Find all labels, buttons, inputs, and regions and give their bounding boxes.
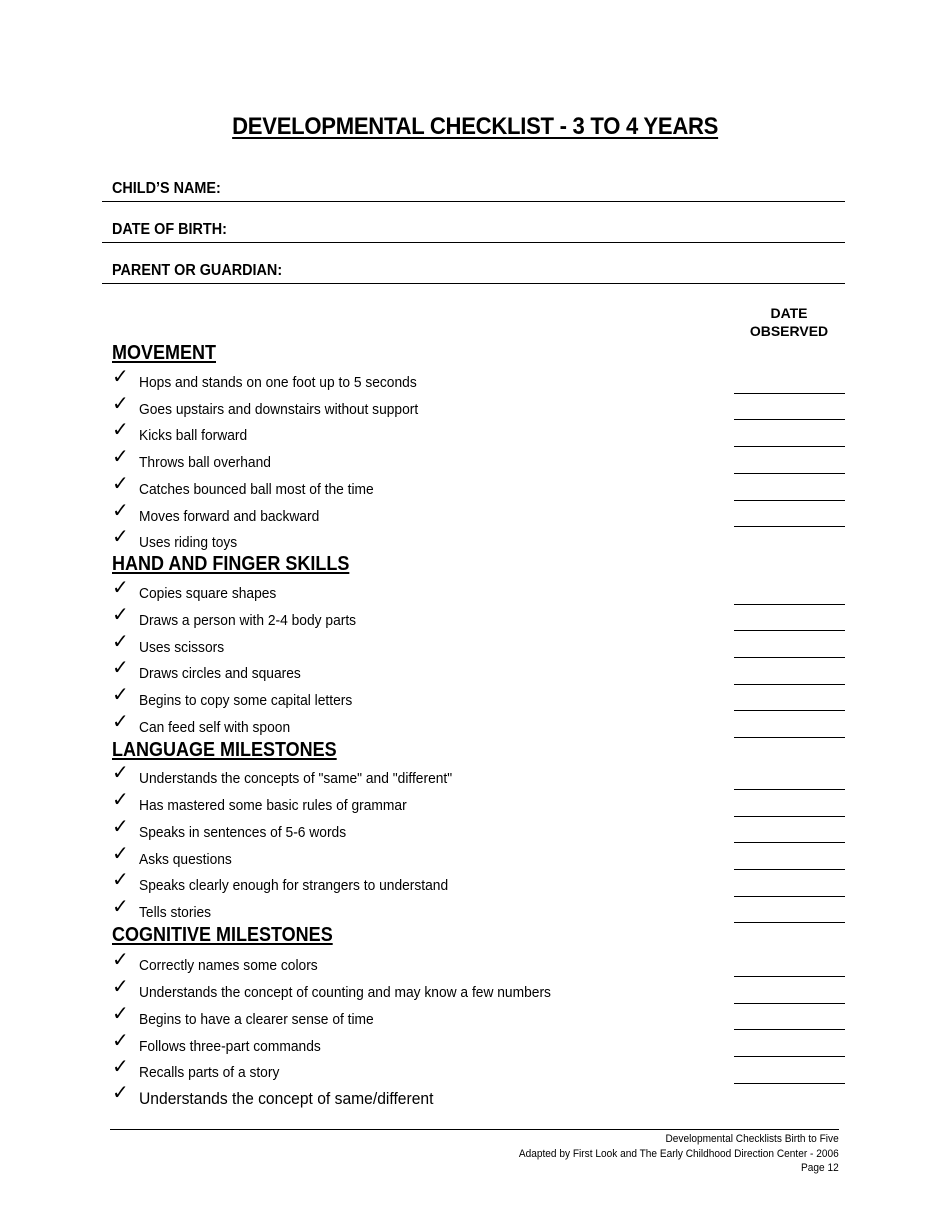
checklist-page: DEVELOPMENTAL CHECKLIST - 3 TO 4 YEARS CHILD’S NAME: DATE OF BIRTH: PARENT OR GUARDIAN: DATE OBSERVED MOVEMENT ✓ Hops and stands on one foot up to 5 seconds ✓ Goes upstairs and downstairs without support ✓ Kicks ball forward ✓ Throws ball overhand ✓ Catches bounced ball most of the time ✓ Moves forward and backward ✓ Uses riding toys HAND AND FINGER SKILLS ✓ Copies square shapes ✓ Draws a person with 2-4 body parts ✓ Uses scissors ✓ Draws circles and squares ✓ Begins to copy some capital letters ✓ Can feed self with spoon LANGUAGE MILESTONES ✓ Understands the concepts of "same" and "different" ✓ Has mastered some basic rules of grammar ✓ Speaks in sentences of 5-6 words ✓ Asks questions ✓ Speaks clearly enough for strangers to understand ✓ Tells stories COGNITIVE MILESTONES ✓ Correctly names some colors ✓ Understands the concept of counting and may know a few numbers ✓ Begins to have a clearer sense of time ✓ Follows three-part commands ✓ Recalls parts of a story ✓ Understands the concept of same/different Developmental Checklists Birth to Five Adapted by First Look and The Early Childhood Direction Center - 2006 Page 12 [0,0,950,1230]
checkmark-icon: ✓ [112,976,129,998]
section-title-cognitive: COGNITIVE MILESTONES [112,924,333,946]
checkmark-icon: ✓ [112,473,129,495]
checkmark-icon: ✓ [112,393,129,415]
childs-name-label: CHILD’S NAME: [112,180,221,197]
date-observed-line[interactable] [734,446,845,447]
date-observed-line[interactable] [734,710,845,711]
page-footer [491,1132,839,1176]
date-observed-line[interactable] [734,419,845,420]
date-observed-line[interactable] [734,1056,845,1057]
checkmark-icon: ✓ [112,657,129,679]
date-observed-line[interactable] [734,684,845,685]
parent-guardian-field[interactable] [102,255,845,284]
section-title-hand-finger: HAND AND FINGER SKILLS [112,553,350,575]
date-observed-line[interactable] [734,1003,845,1004]
section-title-language: LANGUAGE MILESTONES [112,739,337,761]
date-observed-line[interactable] [734,500,845,501]
checkmark-icon: ✓ [112,684,129,706]
date-observed-line[interactable] [734,630,845,631]
section-title-movement: MOVEMENT [112,342,217,364]
checkmark-icon: ✓ [112,526,129,548]
date-observed-line[interactable] [734,1083,845,1084]
checkmark-icon: ✓ [112,711,129,733]
date-observed-line[interactable] [734,976,845,977]
checkmark-icon: ✓ [112,446,129,468]
checkmark-icon: ✓ [112,843,129,865]
checkmark-icon: ✓ [112,949,129,971]
date-of-birth-field[interactable] [102,214,845,243]
date-observed-line[interactable] [734,393,845,394]
date-observed-line[interactable] [734,896,845,897]
checkmark-icon: ✓ [112,500,129,522]
checkmark-icon: ✓ [112,869,129,891]
childs-name-field[interactable] [102,173,845,202]
date-observed-line[interactable] [734,657,845,658]
checkmark-icon: ✓ [112,1003,129,1025]
date-observed-line[interactable] [734,816,845,817]
footer-line-title: Developmental Checklists Birth to Five [665,1133,839,1145]
checkmark-icon: ✓ [112,896,129,918]
footer-divider [110,1129,839,1130]
checkmark-icon: ✓ [112,789,129,811]
date-observed-line[interactable] [734,604,845,605]
checkmark-icon: ✓ [112,577,129,599]
date-observed-line[interactable] [734,737,845,738]
date-observed-line[interactable] [734,869,845,870]
footer-line-credit: Adapted by First Look and The Early Childhood Direction Center - 2006 [519,1147,839,1160]
checkmark-icon: ✓ [112,366,129,388]
checkmark-icon: ✓ [112,1082,129,1104]
checkmark-icon: ✓ [112,816,129,838]
page-title: DEVELOPMENTAL CHECKLIST - 3 TO 4 YEARS [232,113,718,140]
date-observed-header: DATE OBSERVED [749,305,829,339]
date-observed-line[interactable] [734,473,845,474]
date-observed-line[interactable] [734,922,845,923]
footer-page-number: Page 12 [801,1162,839,1174]
checkmark-icon: ✓ [112,631,129,653]
checkmark-icon: ✓ [112,604,129,626]
checkmark-icon: ✓ [112,762,129,784]
checkmark-icon: ✓ [112,419,129,441]
date-of-birth-label: DATE OF BIRTH: [112,221,227,238]
date-observed-line[interactable] [734,842,845,843]
date-observed-line[interactable] [734,526,845,527]
date-observed-line[interactable] [734,1029,845,1030]
checkmark-icon: ✓ [112,1030,129,1052]
parent-guardian-label: PARENT OR GUARDIAN: [112,262,283,279]
checkmark-icon: ✓ [112,1056,129,1078]
date-observed-line[interactable] [734,789,845,790]
